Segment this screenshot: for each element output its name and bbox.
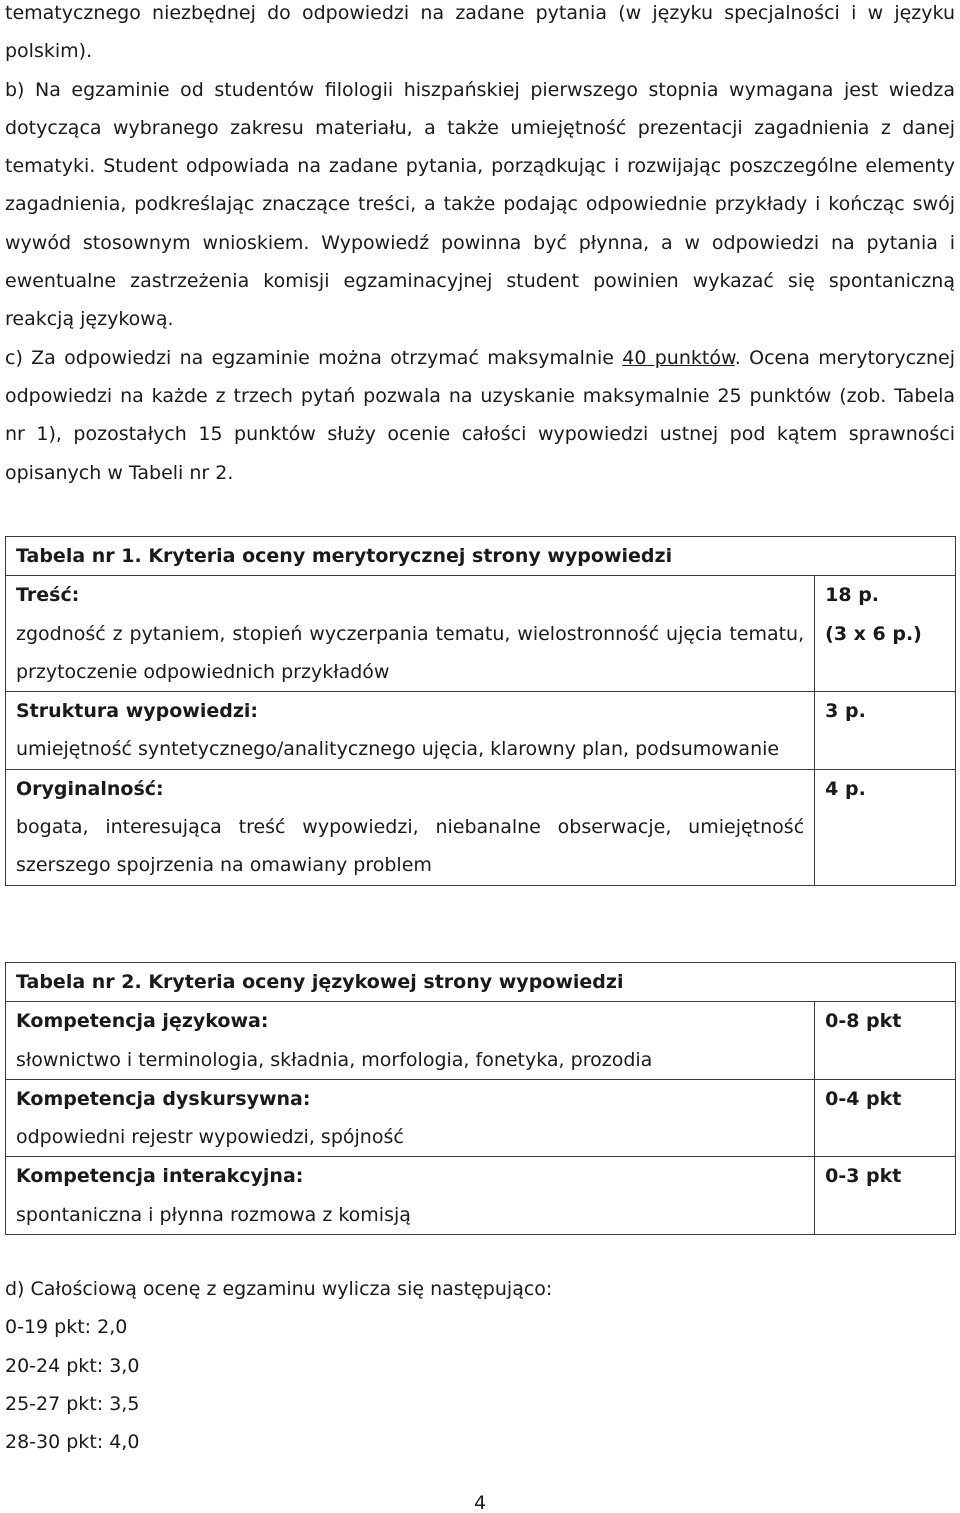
criterion-heading: Kompetencja dyskursywna: — [16, 1087, 311, 1110]
table-2-criterion — [6, 1002, 815, 1080]
table-2-criterion — [6, 1079, 815, 1157]
paragraph-b: b) Na egzaminie od studentów filologii hiszpańskiej pierwszego stopnia wymagana jest wiedza dotycząca wybranego zakresu materiału, a także umiejętność prezentacji zagadnienia z danej tematyki. Student odpowiada na zadane pytania, porządkując i rozwijając poszczególne elementy zagadnienia, podkreślając znaczące treści, a także podając odpowiednie przykłady i kończąc swój wywód stosownym wnioskiem. Wypowiedź powinna być płynna, a w odpowiedzi na pytania i ewentualne zastrzeżenia komisji egzaminacyjnej student powinien wykazać się spontaniczną reakcją językową. — [5, 78, 955, 331]
intro-text — [5, 0, 955, 492]
table-1-criterion — [6, 769, 815, 885]
criterion-description: bogata, interesująca treść wypowiedzi, niebanalne obserwacje, umiejętność szerszego spojrzenia na omawiany problem — [16, 816, 805, 877]
table-2-title: Kryteria oceny językowej strony wypowiedzi — [141, 971, 624, 993]
list-item: 25-27 pkt: 3,5 — [5, 1392, 140, 1415]
criterion-description: zgodność z pytaniem, stopień wyczerpania tematu, wielostronność ujęcia tematu, przytoczenie odpowiednich przykładów — [16, 622, 805, 683]
points-value: 0-8 pkt — [825, 1010, 902, 1033]
criterion-heading: Treść: — [16, 584, 80, 607]
paragraph-a-continuation: tematycznego niezbędnej do odpowiedzi na zadane pytania (w języku specjalności i w języku polskim). — [5, 2, 955, 63]
points-value: 3 p. — [825, 700, 866, 723]
paragraph-c-end: . Ocena merytorycznej odpowiedzi na każde z trzech pytań pozwala na uzyskanie maksymalnie 25 punktów (zob. Tabela nr 1), pozostałych 15 punktów służy ocenie całości wypowiedzi ustnej pod kątem sprawności opisanych w Tabeli nr 2. — [5, 346, 956, 484]
table-2-points — [815, 1002, 956, 1080]
table-1-title: Kryteria oceny merytorycznej strony wypowiedzi — [141, 545, 673, 567]
table-1-criterion — [6, 576, 815, 692]
criterion-description: słownictwo i terminologia, składnia, morfologia, fonetyka, prozodia — [16, 1048, 653, 1071]
table-row — [6, 1079, 956, 1157]
table-1-criterion — [6, 692, 815, 770]
table-2-criterion — [6, 1157, 815, 1235]
criterion-heading: Kompetencja językowa: — [16, 1010, 269, 1033]
criterion-description: umiejętność syntetycznego/analitycznego ujęcia, klarowny plan, podsumowanie — [16, 738, 780, 761]
table-2 — [5, 962, 956, 1235]
table-1-caption — [6, 537, 956, 576]
list-item: 0-19 pkt: 2,0 — [5, 1316, 128, 1339]
points-breakdown: (3 x 6 p.) — [825, 622, 922, 645]
grading-scale — [5, 1270, 955, 1461]
table-row — [6, 769, 956, 885]
table-2-points — [815, 1079, 956, 1157]
table-row — [6, 1157, 956, 1235]
table-1-points — [815, 576, 956, 692]
table-row — [6, 1002, 956, 1080]
points-value: 0-4 pkt — [825, 1087, 902, 1110]
table-row — [6, 576, 956, 692]
table-row — [6, 692, 956, 770]
table-1-points — [815, 769, 956, 885]
table-2-caption — [6, 963, 956, 1002]
table-2-points — [815, 1157, 956, 1235]
table-2-label: Tabela nr 2. — [16, 971, 142, 993]
criterion-description: odpowiedni rejestr wypowiedzi, spójność — [16, 1126, 404, 1149]
paragraph-c-underlined: 40 punktów — [622, 346, 735, 369]
criterion-heading: Struktura wypowiedzi: — [16, 700, 259, 723]
list-item: 28-30 pkt: 4,0 — [5, 1431, 140, 1454]
points-value: 4 p. — [825, 777, 866, 800]
points-value: 0-3 pkt — [825, 1165, 902, 1188]
criterion-description: spontaniczna i płynna rozmowa z komisją — [16, 1203, 411, 1226]
paragraph-c — [5, 339, 955, 492]
criterion-heading: Oryginalność: — [16, 777, 164, 800]
points-value: 18 p. — [825, 584, 880, 607]
grading-intro: d) Całościową ocenę z egzaminu wylicza się następująco: — [5, 1278, 553, 1300]
table-1-points — [815, 692, 956, 770]
table-1 — [5, 536, 956, 886]
paragraph-c-start: c) Za odpowiedzi na egzaminie można otrzymać maksymalnie — [5, 346, 623, 369]
criterion-heading: Kompetencja interakcyjna: — [16, 1165, 304, 1188]
list-item: 20-24 pkt: 3,0 — [5, 1354, 140, 1377]
page-number: 4 — [473, 1492, 487, 1513]
table-1-label: Tabela nr 1. — [16, 545, 142, 567]
